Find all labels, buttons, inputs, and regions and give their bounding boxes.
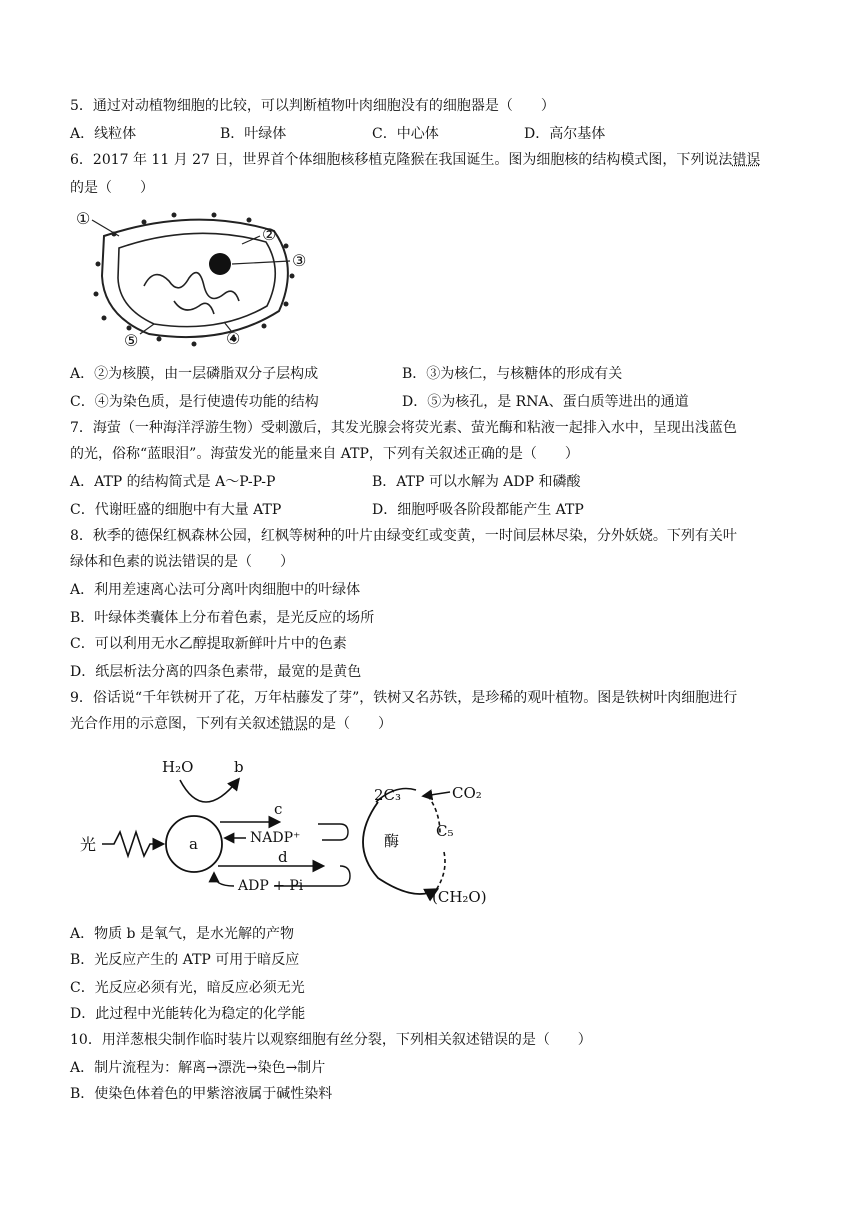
q7-option-d: D．细胞呼吸各阶段都能产生 ATP <box>372 502 584 518</box>
q9-emphasis-cuowu: 错误 <box>280 716 308 732</box>
q6-option-d: D．⑤为核孔，是 RNA、蛋白质等进出的通道 <box>402 394 689 410</box>
label-c5: C₅ <box>436 822 454 840</box>
q6-option-c: C．④为染色质，是行使遗传功能的结构 <box>70 394 319 410</box>
q6-stem-text: 6．2017 年 11 月 27 日，世界首个体细胞核移植克隆猴在我国诞生。图为细胞核的结构模式图，下列说法 <box>70 152 733 168</box>
q9-option-d: D．此过程中光能转化为稳定的化学能 <box>70 1006 306 1022</box>
nucleolus <box>209 253 231 275</box>
q8-option-c: C．可以利用无水乙醇提取新鲜叶片中的色素 <box>70 636 347 652</box>
label-2c3: 2C₃ <box>374 786 402 804</box>
light-label: 光 <box>80 835 97 854</box>
q9-stem-text-a: 光合作用的示意图，下列有关叙述 <box>70 716 280 732</box>
label-nadp: NADP⁺ <box>250 830 301 846</box>
q9-stem-text-b: 的是（ ） <box>308 716 392 732</box>
q8-stem-line1: 8．秋季的德保红枫森林公园，红枫等树种的叶片由绿变红或变黄，一时间层林尽染，分外妖娆。下列有关叶 <box>70 528 737 544</box>
water-arc <box>180 780 238 802</box>
q6-emphasis-cuowu: 错误 <box>732 152 761 168</box>
q7-option-a: A．ATP 的结构简式是 A～P-P-P <box>70 474 276 490</box>
q9-stem-line2 <box>70 714 392 734</box>
q6-stem-line2: 的是（ ） <box>70 180 154 196</box>
label-adp: ADP + Pi <box>238 878 304 894</box>
label-c: c <box>274 800 283 818</box>
q5-option-b: B．叶绿体 <box>220 126 287 142</box>
label-3: ③ <box>292 251 307 270</box>
label-co2: CO₂ <box>452 784 482 802</box>
q7-stem-line2: 的光，俗称“蓝眼泪”。海萤发光的能量来自 ATP，下列有关叙述正确的是（ ） <box>70 446 579 462</box>
q6-stem-line1 <box>70 150 760 170</box>
q5-stem: 5．通过对动植物细胞的比较，可以判断植物叶肉细胞没有的细胞器是（ ） <box>70 98 555 114</box>
label-5: ⑤ <box>124 331 139 350</box>
q8-option-d: D．纸层析法分离的四条色素带，最宽的是黄色 <box>70 664 362 680</box>
chromatin <box>144 273 239 314</box>
label-a: a <box>189 835 198 853</box>
label-h2o: H₂O <box>162 758 194 776</box>
label-ch2o: (CH₂O) <box>432 888 487 906</box>
q5-option-d: D．高尔基体 <box>524 126 606 142</box>
q9-option-a: A．物质 b 是氧气，是水光解的产物 <box>70 926 294 942</box>
q10-option-b: B．使染色体着色的甲紫溶液属于碱性染料 <box>70 1086 333 1102</box>
q5-option-a: A．线粒体 <box>70 126 137 142</box>
label-4: ④ <box>226 329 241 348</box>
q9-stem-line1: 9．俗话说“千年铁树开了花，万年枯藤发了芽”，铁树又名苏铁，是珍稀的观叶植物。图是铁树叶肉细胞进行 <box>70 690 738 706</box>
q5-option-c: C．中心体 <box>372 126 439 142</box>
q8-stem-line2: 绿体和色素的说法错误的是（ ） <box>70 554 294 570</box>
label-enzyme: 酶 <box>384 832 400 850</box>
nuclear-envelope-outer <box>102 220 288 337</box>
q9-option-b: B．光反应产生的 ATP 可用于暗反应 <box>70 952 300 968</box>
calvin-cycle <box>363 802 436 894</box>
q8-option-a: A．利用差速离心法可分离叶肉细胞中的叶绿体 <box>70 582 361 598</box>
photosynthesis-diagram <box>78 752 498 912</box>
label-1: ① <box>76 209 91 228</box>
label-d: d <box>278 848 288 866</box>
label-b: b <box>234 758 244 776</box>
q10-stem: 10．用洋葱根尖制作临时装片以观察细胞有丝分裂，下列相关叙述错误的是（ ） <box>70 1032 592 1048</box>
q7-stem-line1: 7．海萤（一种海洋浮游生物）受刺激后，其发光腺会将荧光素、萤光酶和粘液一起排入水中，呈现出浅蓝色 <box>70 420 737 436</box>
q6-option-b: B．③为核仁，与核糖体的形成有关 <box>402 366 623 382</box>
q10-option-a: A．制片流程为：解离→漂洗→染色→制片 <box>70 1060 326 1076</box>
q7-option-c: C．代谢旺盛的细胞中有大量 ATP <box>70 502 282 518</box>
q6-option-a: A．②为核膜，由一层磷脂双分子层构成 <box>70 366 319 382</box>
light-zigzag <box>102 832 162 856</box>
q9-option-c: C．光反应必须有光，暗反应必须无光 <box>70 980 305 996</box>
nucleus-structure-diagram <box>74 206 324 356</box>
q7-option-b: B．ATP 可以水解为 ADP 和磷酸 <box>372 474 581 490</box>
q8-option-b: B．叶绿体类囊体上分布着色素，是光反应的场所 <box>70 610 375 626</box>
nuclear-envelope-inner <box>118 233 275 326</box>
label-2: ② <box>262 225 277 244</box>
